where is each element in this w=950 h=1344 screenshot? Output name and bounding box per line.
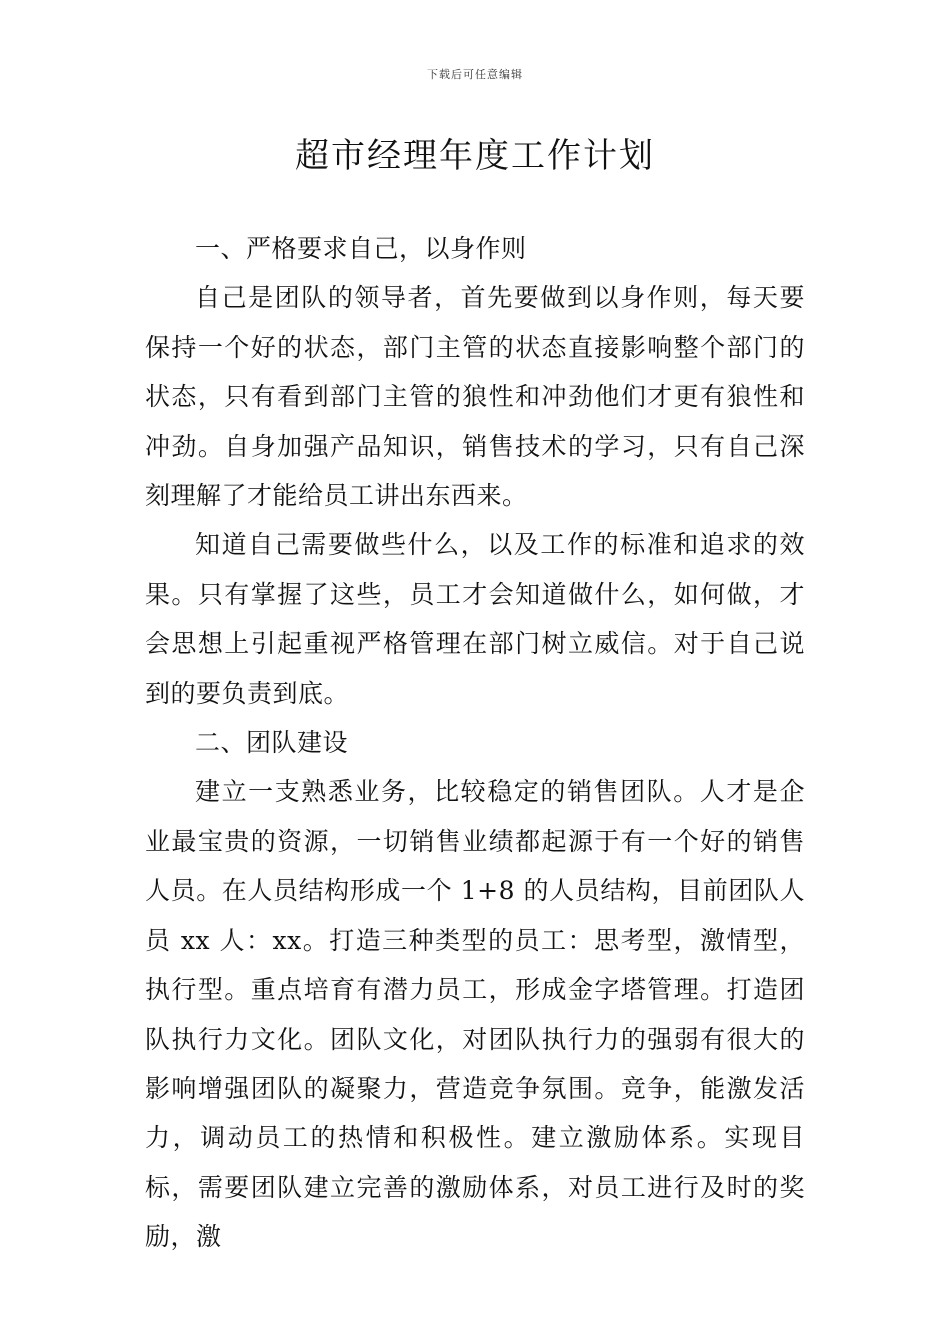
section-heading-2: 二、团队建设 bbox=[195, 728, 349, 758]
page-header-note: 下载后可任意编辑 bbox=[427, 68, 523, 81]
document-body bbox=[145, 224, 805, 1262]
paragraph-team-building: 建立一支熟悉业务，比较稳定的销售团队。人才是企业最宝贵的资源，一切销售业绩都起源于有一个好的销售人员。在人员结构形成一个 1+8 的人员结构，目前团队人员 xx 人：xx。打造三种类型的员工：思考型，激情型，执行型。重点培育有潜力员工，形成金字塔管理。打造团队执行力文化。团队文化，对团队执行力的强弱有很大的影响增强团队的凝聚力，营造竞争氛围。竞争，能激发活力，调动员工的热情和积极性。建立激励体系。实现目标，需要团队建立完善的激励体系，对员工进行及时的奖励，激 bbox=[145, 777, 805, 1252]
document-title: 超市经理年度工作计划 bbox=[295, 136, 655, 176]
section-heading-1: 一、严格要求自己，以身作则 bbox=[195, 234, 527, 263]
paragraph-know-standards: 知道自己需要做些什么，以及工作的标准和追求的效果。只有掌握了这些，员工才会知道做什么，如何做，才会思想上引起重视严格管理在部门树立威信。对于自己说到的要负责到底。 bbox=[145, 530, 805, 708]
paragraph-lead-by-example: 自己是团队的领导者，首先要做到以身作则，每天要保持一个好的状态，部门主管的状态直接影响整个部门的状态，只有看到部门主管的狼性和冲劲他们才更有狼性和冲劲。自身加强产品知识，销售技术的学习，只有自己深刻理解了才能给员工讲出东西来。 bbox=[145, 283, 805, 511]
